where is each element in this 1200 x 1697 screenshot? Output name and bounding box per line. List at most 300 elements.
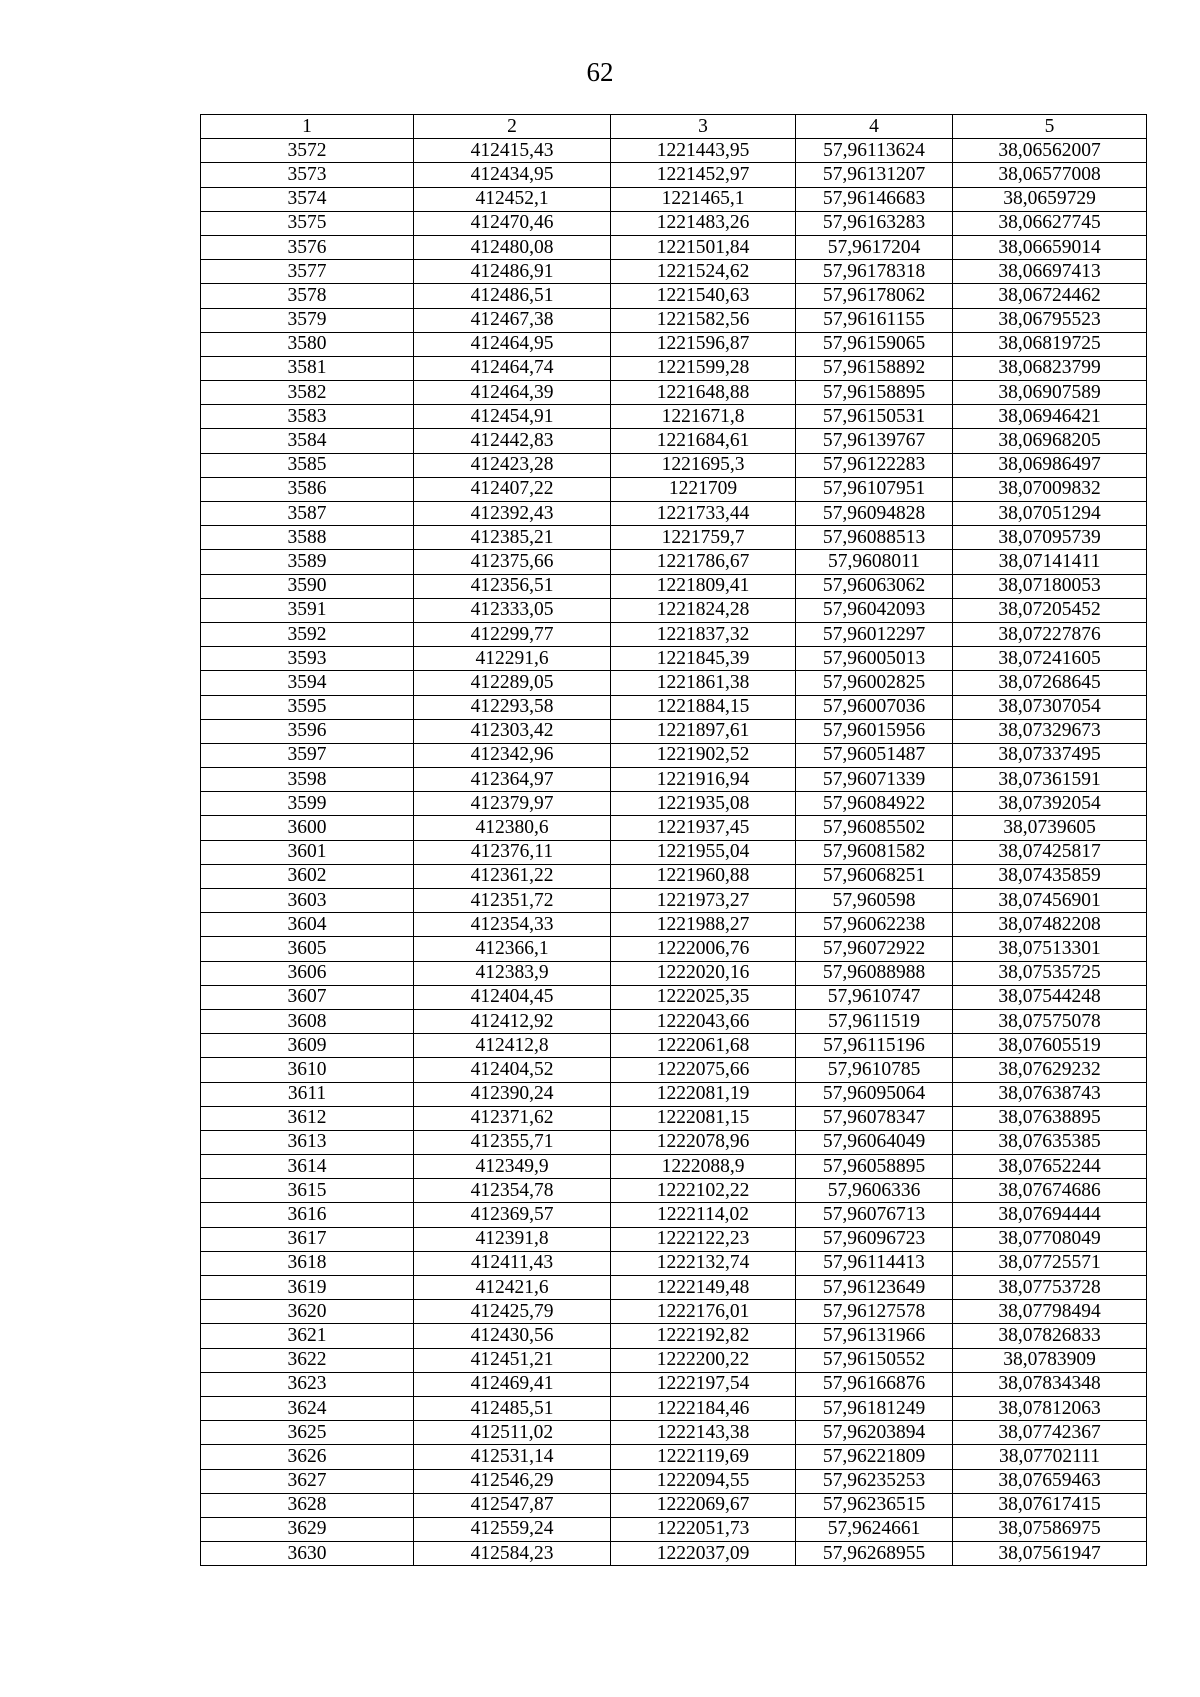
table-cell: 57,96071339 <box>796 768 953 792</box>
table-cell: 1222197,54 <box>611 1372 796 1396</box>
table-cell: 3610 <box>201 1058 414 1082</box>
table-cell: 3621 <box>201 1324 414 1348</box>
table-cell: 38,06562007 <box>953 139 1147 163</box>
table-row <box>201 1276 1147 1300</box>
table-cell: 3583 <box>201 405 414 429</box>
table-cell: 1221902,52 <box>611 743 796 767</box>
table-cell: 3582 <box>201 381 414 405</box>
table-cell: 412407,22 <box>414 477 611 501</box>
table-cell: 1221733,44 <box>611 502 796 526</box>
table-cell: 412430,56 <box>414 1324 611 1348</box>
table-cell: 57,96062238 <box>796 913 953 937</box>
table-cell: 1221973,27 <box>611 889 796 913</box>
table-cell: 3617 <box>201 1227 414 1251</box>
table-cell: 1221861,38 <box>611 671 796 695</box>
table-cell: 1221540,63 <box>611 284 796 308</box>
table-row <box>201 453 1147 477</box>
table-row <box>201 598 1147 622</box>
table-cell: 412354,33 <box>414 913 611 937</box>
table-row <box>201 1324 1147 1348</box>
table-cell: 412364,97 <box>414 768 611 792</box>
table-cell: 57,96094828 <box>796 502 953 526</box>
table-cell: 38,07561947 <box>953 1542 1147 1566</box>
table-cell: 412454,91 <box>414 405 611 429</box>
table-cell: 3606 <box>201 961 414 985</box>
table-cell: 57,96139767 <box>796 429 953 453</box>
table-cell: 57,96268955 <box>796 1542 953 1566</box>
table-cell: 412392,43 <box>414 502 611 526</box>
table-row <box>201 1130 1147 1154</box>
table-cell: 3612 <box>201 1106 414 1130</box>
table-row <box>201 235 1147 259</box>
table-row <box>201 1179 1147 1203</box>
table-cell: 412425,79 <box>414 1300 611 1324</box>
table-cell: 38,06986497 <box>953 453 1147 477</box>
table-row <box>201 743 1147 767</box>
table-cell: 3579 <box>201 308 414 332</box>
table-cell: 57,96123649 <box>796 1276 953 1300</box>
table-cell: 412349,9 <box>414 1155 611 1179</box>
table-cell: 1221897,61 <box>611 719 796 743</box>
table-cell: 1222184,46 <box>611 1396 796 1420</box>
table-cell: 57,96146683 <box>796 187 953 211</box>
table-cell: 57,96127578 <box>796 1300 953 1324</box>
table-cell: 57,96150552 <box>796 1348 953 1372</box>
table-cell: 412404,45 <box>414 985 611 1009</box>
table-cell: 38,07652244 <box>953 1155 1147 1179</box>
table-cell: 57,96064049 <box>796 1130 953 1154</box>
table-cell: 1221988,27 <box>611 913 796 937</box>
column-header: 1 <box>201 115 414 139</box>
table-cell: 38,07337495 <box>953 743 1147 767</box>
table-cell: 412303,42 <box>414 719 611 743</box>
table-cell: 412354,78 <box>414 1179 611 1203</box>
table-cell: 412511,02 <box>414 1421 611 1445</box>
table-cell: 412464,74 <box>414 356 611 380</box>
table-cell: 412486,91 <box>414 260 611 284</box>
table-row <box>201 622 1147 646</box>
table-cell: 57,9610785 <box>796 1058 953 1082</box>
table-cell: 3605 <box>201 937 414 961</box>
table-cell: 38,07605519 <box>953 1034 1147 1058</box>
table-cell: 1222081,19 <box>611 1082 796 1106</box>
table-cell: 1222102,22 <box>611 1179 796 1203</box>
table-cell: 1222020,16 <box>611 961 796 985</box>
table-cell: 38,07742367 <box>953 1421 1147 1445</box>
table-cell: 3577 <box>201 260 414 284</box>
table-row <box>201 719 1147 743</box>
table-cell: 1221599,28 <box>611 356 796 380</box>
table-cell: 38,07826833 <box>953 1324 1147 1348</box>
table-row <box>201 1517 1147 1541</box>
table-cell: 1221483,26 <box>611 211 796 235</box>
table-cell: 412375,66 <box>414 550 611 574</box>
table-cell: 3625 <box>201 1421 414 1445</box>
table-cell: 412293,58 <box>414 695 611 719</box>
table-cell: 57,96068251 <box>796 864 953 888</box>
table-cell: 1222075,66 <box>611 1058 796 1082</box>
table-cell: 412485,51 <box>414 1396 611 1420</box>
table-cell: 3622 <box>201 1348 414 1372</box>
table-cell: 57,96203894 <box>796 1421 953 1445</box>
page-number: 62 <box>586 57 614 87</box>
table-cell: 412383,9 <box>414 961 611 985</box>
table-cell: 1221443,95 <box>611 139 796 163</box>
table-cell: 1221582,56 <box>611 308 796 332</box>
table-row <box>201 139 1147 163</box>
column-header: 2 <box>414 115 611 139</box>
table-cell: 1222081,15 <box>611 1106 796 1130</box>
table-cell: 3599 <box>201 792 414 816</box>
table-cell: 38,07544248 <box>953 985 1147 1009</box>
table-row <box>201 913 1147 937</box>
table-cell: 57,96158892 <box>796 356 953 380</box>
table-cell: 412342,96 <box>414 743 611 767</box>
column-header: 3 <box>611 115 796 139</box>
table-row <box>201 889 1147 913</box>
table-row <box>201 1396 1147 1420</box>
table-cell: 38,07629232 <box>953 1058 1147 1082</box>
table-cell: 1222114,02 <box>611 1203 796 1227</box>
table-cell: 412584,23 <box>414 1542 611 1566</box>
table-row <box>201 864 1147 888</box>
table-cell: 3580 <box>201 332 414 356</box>
table-cell: 1221884,15 <box>611 695 796 719</box>
table-cell: 57,96063062 <box>796 574 953 598</box>
table-cell: 57,96058895 <box>796 1155 953 1179</box>
table-cell: 38,06946421 <box>953 405 1147 429</box>
table-cell: 38,06724462 <box>953 284 1147 308</box>
table-cell: 412467,38 <box>414 308 611 332</box>
table-cell: 38,07361591 <box>953 768 1147 792</box>
table-cell: 57,96076713 <box>796 1203 953 1227</box>
table-cell: 3600 <box>201 816 414 840</box>
table-cell: 1222037,09 <box>611 1542 796 1566</box>
table-cell: 412299,77 <box>414 622 611 646</box>
table-row <box>201 332 1147 356</box>
table-row <box>201 1348 1147 1372</box>
table-cell: 57,9617204 <box>796 235 953 259</box>
table-cell: 3598 <box>201 768 414 792</box>
table-cell: 57,96107951 <box>796 477 953 501</box>
table-cell: 412390,24 <box>414 1082 611 1106</box>
table-cell: 1221809,41 <box>611 574 796 598</box>
table-cell: 57,96122283 <box>796 453 953 477</box>
table-cell: 38,07456901 <box>953 889 1147 913</box>
table-cell: 412421,6 <box>414 1276 611 1300</box>
table-cell: 412376,11 <box>414 840 611 864</box>
table-cell: 3619 <box>201 1276 414 1300</box>
table-cell: 57,96158895 <box>796 381 953 405</box>
table-cell: 412531,14 <box>414 1445 611 1469</box>
table-row <box>201 308 1147 332</box>
table-cell: 38,07725571 <box>953 1251 1147 1275</box>
table-row <box>201 477 1147 501</box>
table-cell: 1221648,88 <box>611 381 796 405</box>
table-cell: 38,07834348 <box>953 1372 1147 1396</box>
table-cell: 3611 <box>201 1082 414 1106</box>
table-row <box>201 1493 1147 1517</box>
table-cell: 1221501,84 <box>611 235 796 259</box>
table-cell: 3592 <box>201 622 414 646</box>
table-cell: 412470,46 <box>414 211 611 235</box>
table-row <box>201 1227 1147 1251</box>
table-cell: 1222149,48 <box>611 1276 796 1300</box>
table-cell: 412469,41 <box>414 1372 611 1396</box>
table-cell: 38,07694444 <box>953 1203 1147 1227</box>
table-cell: 1222078,96 <box>611 1130 796 1154</box>
table-cell: 3596 <box>201 719 414 743</box>
table-row <box>201 961 1147 985</box>
table-cell: 57,96114413 <box>796 1251 953 1275</box>
table-cell: 3604 <box>201 913 414 937</box>
table-cell: 1221695,3 <box>611 453 796 477</box>
table-cell: 1221671,8 <box>611 405 796 429</box>
table-cell: 57,96015956 <box>796 719 953 743</box>
table-cell: 1221524,62 <box>611 260 796 284</box>
table-cell: 3616 <box>201 1203 414 1227</box>
table-cell: 412361,22 <box>414 864 611 888</box>
table-cell: 412366,1 <box>414 937 611 961</box>
table-cell: 38,07009832 <box>953 477 1147 501</box>
table-cell: 1222094,55 <box>611 1469 796 1493</box>
table-cell: 3574 <box>201 187 414 211</box>
table-row <box>201 502 1147 526</box>
table-row <box>201 260 1147 284</box>
table-cell: 38,0783909 <box>953 1348 1147 1372</box>
table-cell: 38,07659463 <box>953 1469 1147 1493</box>
table-row <box>201 526 1147 550</box>
table-cell: 57,96085502 <box>796 816 953 840</box>
table-cell: 57,96042093 <box>796 598 953 622</box>
table-cell: 1222132,74 <box>611 1251 796 1275</box>
table-cell: 412385,21 <box>414 526 611 550</box>
table-cell: 412391,8 <box>414 1227 611 1251</box>
table-cell: 3609 <box>201 1034 414 1058</box>
table-cell: 3626 <box>201 1445 414 1469</box>
table-cell: 38,07674686 <box>953 1179 1147 1203</box>
table-cell: 412412,92 <box>414 1009 611 1033</box>
table-cell: 38,07702111 <box>953 1445 1147 1469</box>
table-cell: 1221709 <box>611 477 796 501</box>
table-cell: 3587 <box>201 502 414 526</box>
table-cell: 412464,39 <box>414 381 611 405</box>
table-row <box>201 647 1147 671</box>
table-row <box>201 1034 1147 1058</box>
table-row <box>201 1542 1147 1566</box>
table-cell: 412559,24 <box>414 1517 611 1541</box>
table-cell: 412379,97 <box>414 792 611 816</box>
table-cell: 1221960,88 <box>611 864 796 888</box>
table-cell: 38,06823799 <box>953 356 1147 380</box>
column-header: 4 <box>796 115 953 139</box>
table-cell: 38,07051294 <box>953 502 1147 526</box>
table-cell: 1221684,61 <box>611 429 796 453</box>
table-cell: 57,96088513 <box>796 526 953 550</box>
table-cell: 57,96236515 <box>796 1493 953 1517</box>
table-cell: 1222061,68 <box>611 1034 796 1058</box>
table-cell: 1222006,76 <box>611 937 796 961</box>
table-cell: 38,07227876 <box>953 622 1147 646</box>
table-cell: 38,07141411 <box>953 550 1147 574</box>
table-cell: 412289,05 <box>414 671 611 695</box>
table-cell: 38,07425817 <box>953 840 1147 864</box>
table-cell: 1222051,73 <box>611 1517 796 1541</box>
table-row <box>201 550 1147 574</box>
table-row <box>201 768 1147 792</box>
table-cell: 3575 <box>201 211 414 235</box>
table-cell: 3597 <box>201 743 414 767</box>
table-cell: 3603 <box>201 889 414 913</box>
table-cell: 3602 <box>201 864 414 888</box>
table-row <box>201 1155 1147 1179</box>
table-cell: 57,96221809 <box>796 1445 953 1469</box>
table-row <box>201 163 1147 187</box>
table-cell: 3614 <box>201 1155 414 1179</box>
table-row <box>201 381 1147 405</box>
table-cell: 57,96115196 <box>796 1034 953 1058</box>
table-cell: 38,07708049 <box>953 1227 1147 1251</box>
table-cell: 412547,87 <box>414 1493 611 1517</box>
coordinates-table <box>200 114 1147 1566</box>
table-cell: 1221452,97 <box>611 163 796 187</box>
table-row <box>201 816 1147 840</box>
table-cell: 57,96161155 <box>796 308 953 332</box>
table-cell: 57,96181249 <box>796 1396 953 1420</box>
table-cell: 412371,62 <box>414 1106 611 1130</box>
table-cell: 412333,05 <box>414 598 611 622</box>
table-cell: 57,9610747 <box>796 985 953 1009</box>
table-cell: 57,96096723 <box>796 1227 953 1251</box>
table-cell: 412411,43 <box>414 1251 611 1275</box>
table-row <box>201 187 1147 211</box>
table-cell: 3594 <box>201 671 414 695</box>
table-cell: 1221759,7 <box>611 526 796 550</box>
table-cell: 57,9606336 <box>796 1179 953 1203</box>
table-cell: 57,96166876 <box>796 1372 953 1396</box>
table-row <box>201 1300 1147 1324</box>
table-cell: 3615 <box>201 1179 414 1203</box>
table-cell: 57,9611519 <box>796 1009 953 1033</box>
table-cell: 3593 <box>201 647 414 671</box>
table-cell: 1222122,23 <box>611 1227 796 1251</box>
table-cell: 1222088,9 <box>611 1155 796 1179</box>
table-cell: 38,06627745 <box>953 211 1147 235</box>
table-row <box>201 1106 1147 1130</box>
table-cell: 412380,6 <box>414 816 611 840</box>
table-cell: 57,9624661 <box>796 1517 953 1541</box>
table-row <box>201 1058 1147 1082</box>
table-cell: 1222043,66 <box>611 1009 796 1033</box>
table-row <box>201 1203 1147 1227</box>
table-cell: 3581 <box>201 356 414 380</box>
table-cell: 38,07575078 <box>953 1009 1147 1033</box>
table-cell: 38,06907589 <box>953 381 1147 405</box>
table-cell: 1221916,94 <box>611 768 796 792</box>
table-cell: 412412,8 <box>414 1034 611 1058</box>
table-cell: 412464,95 <box>414 332 611 356</box>
table-cell: 1221845,39 <box>611 647 796 671</box>
table-cell: 57,96072922 <box>796 937 953 961</box>
table-cell: 38,06659014 <box>953 235 1147 259</box>
table-row <box>201 840 1147 864</box>
table-cell: 38,0739605 <box>953 816 1147 840</box>
table-cell: 412451,21 <box>414 1348 611 1372</box>
table-cell: 38,06697413 <box>953 260 1147 284</box>
table-cell: 3628 <box>201 1493 414 1517</box>
table-cell: 38,07535725 <box>953 961 1147 985</box>
table-cell: 3613 <box>201 1130 414 1154</box>
table-cell: 1222192,82 <box>611 1324 796 1348</box>
table-row <box>201 1469 1147 1493</box>
table-cell: 57,96178062 <box>796 284 953 308</box>
table-cell: 38,07812063 <box>953 1396 1147 1420</box>
table-cell: 412404,52 <box>414 1058 611 1082</box>
table-cell: 38,07392054 <box>953 792 1147 816</box>
table-cell: 38,07268645 <box>953 671 1147 695</box>
table-cell: 38,07241605 <box>953 647 1147 671</box>
table-cell: 38,07753728 <box>953 1276 1147 1300</box>
table-row <box>201 937 1147 961</box>
table-cell: 57,9608011 <box>796 550 953 574</box>
table-cell: 57,96088988 <box>796 961 953 985</box>
table-cell: 57,960598 <box>796 889 953 913</box>
table-cell: 412434,95 <box>414 163 611 187</box>
table-cell: 57,96012297 <box>796 622 953 646</box>
table-cell: 3618 <box>201 1251 414 1275</box>
table-cell: 3624 <box>201 1396 414 1420</box>
table-cell: 57,96113624 <box>796 139 953 163</box>
table-cell: 1221786,67 <box>611 550 796 574</box>
table-cell: 412415,43 <box>414 139 611 163</box>
table-cell: 3601 <box>201 840 414 864</box>
table-cell: 38,07180053 <box>953 574 1147 598</box>
table-row <box>201 695 1147 719</box>
table-cell: 57,96159065 <box>796 332 953 356</box>
table-cell: 3595 <box>201 695 414 719</box>
table-cell: 57,96078347 <box>796 1106 953 1130</box>
table-cell: 3620 <box>201 1300 414 1324</box>
table-cell: 57,96131207 <box>796 163 953 187</box>
table-cell: 38,07586975 <box>953 1517 1147 1541</box>
table-cell: 1222176,01 <box>611 1300 796 1324</box>
table-cell: 38,0659729 <box>953 187 1147 211</box>
table-row <box>201 792 1147 816</box>
table-cell: 3584 <box>201 429 414 453</box>
table-cell: 1221955,04 <box>611 840 796 864</box>
table-cell: 57,96084922 <box>796 792 953 816</box>
table-cell: 412480,08 <box>414 235 611 259</box>
table-cell: 1221824,28 <box>611 598 796 622</box>
table-cell: 38,07307054 <box>953 695 1147 719</box>
table-cell: 38,06968205 <box>953 429 1147 453</box>
table-row <box>201 284 1147 308</box>
table-cell: 57,96002825 <box>796 671 953 695</box>
table-cell: 1221837,32 <box>611 622 796 646</box>
table-cell: 38,07329673 <box>953 719 1147 743</box>
table-cell: 1222200,22 <box>611 1348 796 1372</box>
table-cell: 3576 <box>201 235 414 259</box>
table-header-row <box>201 115 1147 139</box>
table-cell: 3591 <box>201 598 414 622</box>
table-cell: 38,06819725 <box>953 332 1147 356</box>
table-cell: 3573 <box>201 163 414 187</box>
table-cell: 57,96005013 <box>796 647 953 671</box>
table-cell: 412546,29 <box>414 1469 611 1493</box>
table-cell: 412486,51 <box>414 284 611 308</box>
table-cell: 1222069,67 <box>611 1493 796 1517</box>
table-cell: 57,96178318 <box>796 260 953 284</box>
